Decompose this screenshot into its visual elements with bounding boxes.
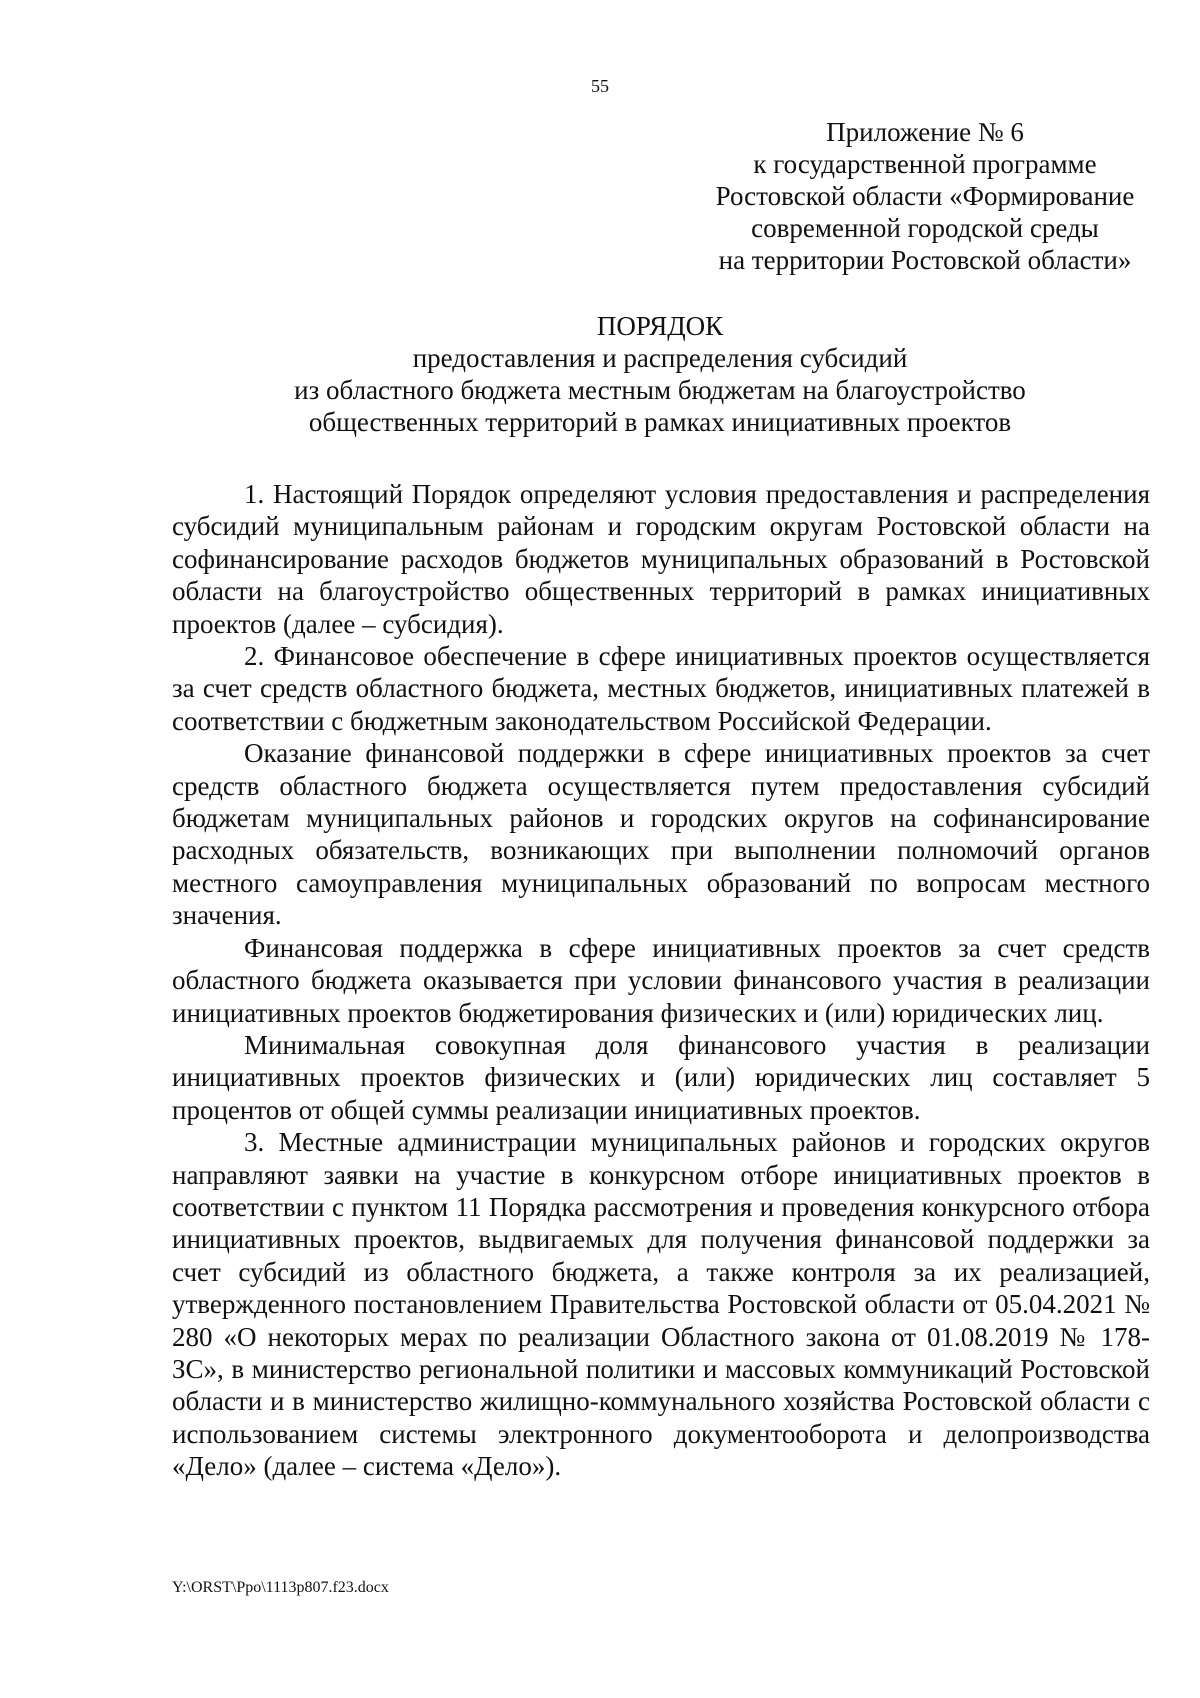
title-line: из областного бюджета местным бюджетам на благоустройство [294,375,1026,405]
appendix-line: современной городской среды [751,213,1099,243]
paragraph: Минимальная совокупная доля финансового участия в реализации инициативных проектов физических и (или) юридических лиц составляет 5 процентов от общей суммы реализации инициативных проектов. [172,1029,1150,1125]
appendix-line: к государственной программе [753,149,1097,179]
page-number: 55 [591,76,609,96]
file-path-footer: Y:\ORST\Ppo\1113p807.f23.docx [172,1579,389,1596]
paragraph: 2. Финансовое обеспечение в сфере инициативных проектов осуществляется за счет средств областного бюджета, местных бюджетов, инициативных платежей в соответствии с бюджетным законодательством Российской Федерации. [172,641,1150,736]
appendix-line: на территории Ростовской области» [718,245,1132,275]
paragraph: 3. Местные администрации муниципальных районов и городских округов направляют заявки на участие в конкурсном отборе инициативных проектов в соответствии с пунктом 11 Порядка рассмотрения и проведения конкурсного отбора инициативных проектов, выдвигаемых для получения финансовой поддержки за счет субсидий из областного бюджета, а также контроля за их реализацией, утвержденного постановлением Правительства Ростовской области от 05.04.2021 № 280 «О некоторых мерах по реализации Областного закона от 01.08.2019 № 178-ЗС», в министерство региональной политики и массовых коммуникаций Ростовской области и в министерство жилищно-коммунального хозяйства Ростовской области с использованием системы электронного документооборота и делопроизводства «Дело» (далее – система «Дело»). [172,1127,1150,1482]
appendix-header [700,116,1150,276]
paragraph: Финансовая поддержка в сфере инициативных проектов за счет средств областного бюджета оказывается при условии финансового участия в реализации инициативных проектов бюджетирования физических и (или) юридических лиц. [172,932,1150,1028]
document-title [170,310,1150,438]
appendix-line: Приложение № 6 [826,117,1024,147]
title-line: общественных территорий в рамках инициативных проектов [308,407,1012,437]
title-line: предоставления и распределения субсидий [412,343,908,373]
paragraph: 1. Настоящий Порядок определяют условия предоставления и распределения субсидий муниципальным районам и городским округам Ростовской области на софинансирование расходов бюджетов муниципальных образований в Ростовской области на благоустройство общественных территорий в рамках инициативных проектов (далее – субсидия). [172,479,1150,639]
document-body [172,478,1150,1483]
appendix-line: Ростовской области «Формирование [715,181,1135,211]
paragraph: Оказание финансовой поддержки в сфере инициативных проектов за счет средств областного бюджета осуществляется путем предоставления субсидий бюджетам муниципальных районов и городских округов на софинансирование расходных обязательств, возникающих при выполнении полномочий органов местного самоуправления муниципальных образований по вопросам местного значения. [172,738,1150,931]
title-heading: ПОРЯДОК [596,311,724,341]
